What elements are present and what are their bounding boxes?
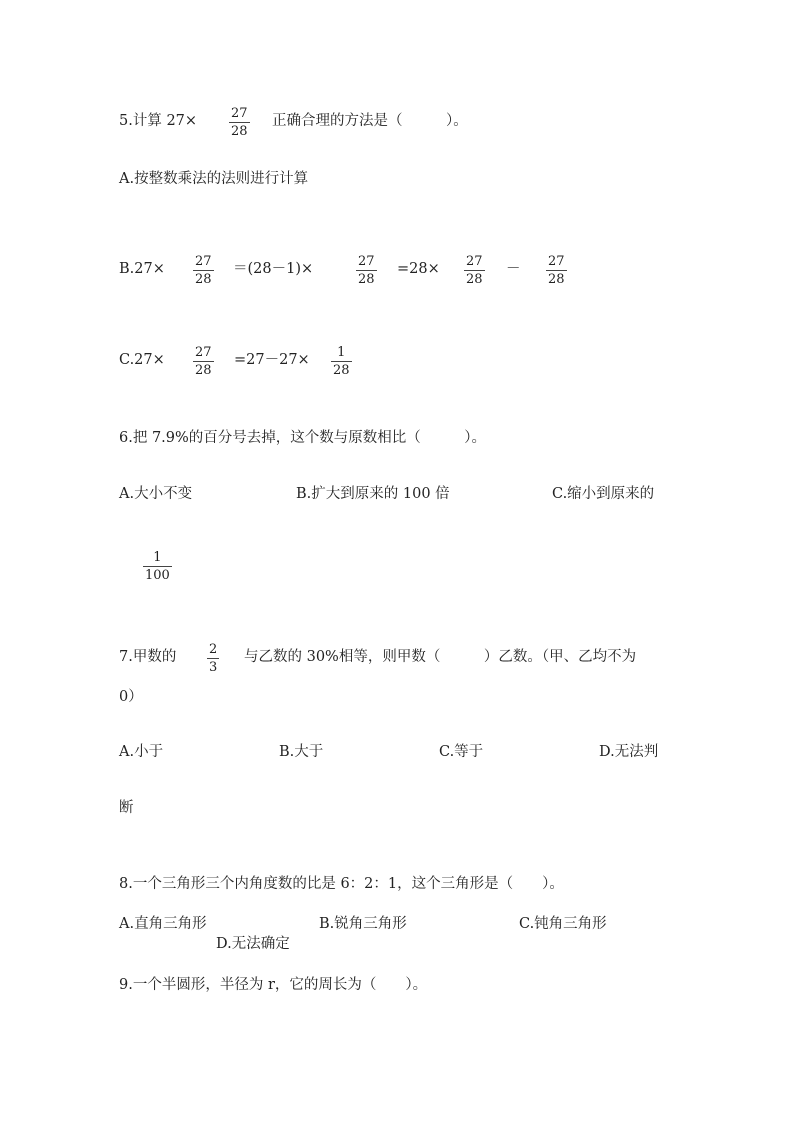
q7-stem-part1: 7.甲数的 (119, 649, 177, 665)
numerator: 27 (466, 254, 483, 269)
q5-option-c-fraction-1 (193, 345, 214, 378)
q5-option-b-part3: =28× (397, 261, 440, 277)
q5-option-c-part1: C.27× (119, 352, 165, 368)
q7-option-a: A.小于 (119, 744, 164, 760)
q5-option-b-fraction-3 (464, 254, 485, 287)
q6-stem: 6.把 7.9%的百分号去掉，这个数与原数相比（ ）。 (119, 430, 487, 446)
q6-option-b: B.扩大到原来的 100 倍 (296, 486, 450, 502)
numerator: 1 (337, 345, 346, 360)
q8-option-c: C.钝角三角形 (519, 916, 607, 932)
q5-stem-part1: 5.计算 27× (119, 113, 198, 129)
numerator: 27 (195, 254, 212, 269)
q7-option-c: C.等于 (439, 744, 484, 760)
q7-option-d-continued: 断 (119, 800, 134, 816)
numerator: 1 (153, 550, 162, 565)
q8-option-b: B.锐角三角形 (319, 916, 407, 932)
q7-stem-part2: 与乙数的 30%相等，则甲数（ ）乙数。（甲、乙均不为 (244, 649, 637, 665)
denominator: 28 (195, 272, 212, 287)
q5-stem-fraction (229, 106, 250, 139)
q6-option-a: A.大小不变 (119, 486, 193, 502)
q5-option-a: A.按整数乘法的法则进行计算 (119, 171, 309, 187)
denominator: 28 (358, 272, 375, 287)
denominator: 3 (209, 660, 218, 675)
q8-option-d: D.无法确定 (216, 936, 290, 952)
numerator: 2 (209, 642, 218, 657)
denominator: 100 (145, 568, 170, 583)
denominator: 28 (466, 272, 483, 287)
q6-option-c-fraction (143, 550, 172, 583)
q7-option-d: D.无法判 (599, 744, 659, 760)
q5-option-b-minus: － (506, 261, 521, 277)
denominator: 28 (333, 363, 350, 378)
q5-option-b-fraction-1 (193, 254, 214, 287)
q9-stem: 9.一个半圆形，半径为 r，它的周长为（ ）。 (119, 977, 428, 993)
numerator: 27 (548, 254, 565, 269)
q8-option-a: A.直角三角形 (119, 916, 207, 932)
q5-option-c-part2: =27－27× (234, 352, 310, 368)
q5-option-b-part1: B.27× (119, 261, 165, 277)
q6-option-c: C.缩小到原来的 (552, 486, 655, 502)
denominator: 28 (231, 124, 248, 139)
numerator: 27 (358, 254, 375, 269)
numerator: 27 (195, 345, 212, 360)
denominator: 28 (195, 363, 212, 378)
denominator: 28 (548, 272, 565, 287)
numerator: 27 (231, 106, 248, 121)
q5-stem-part2: 正确合理的方法是（ ）。 (272, 113, 468, 129)
q5-option-b-fraction-4 (546, 254, 567, 287)
q7-option-b: B.大于 (279, 744, 324, 760)
q5-option-c-fraction-2 (331, 345, 352, 378)
q7-stem-fraction (207, 642, 219, 675)
q5-option-b-fraction-2 (356, 254, 377, 287)
q5-option-b-part2: ＝(28－1)× (233, 261, 314, 277)
q8-stem: 8.一个三角形三个内角度数的比是 6：2：1，这个三角形是（ ）。 (119, 876, 564, 892)
q7-stem-part3: 0） (119, 689, 143, 705)
